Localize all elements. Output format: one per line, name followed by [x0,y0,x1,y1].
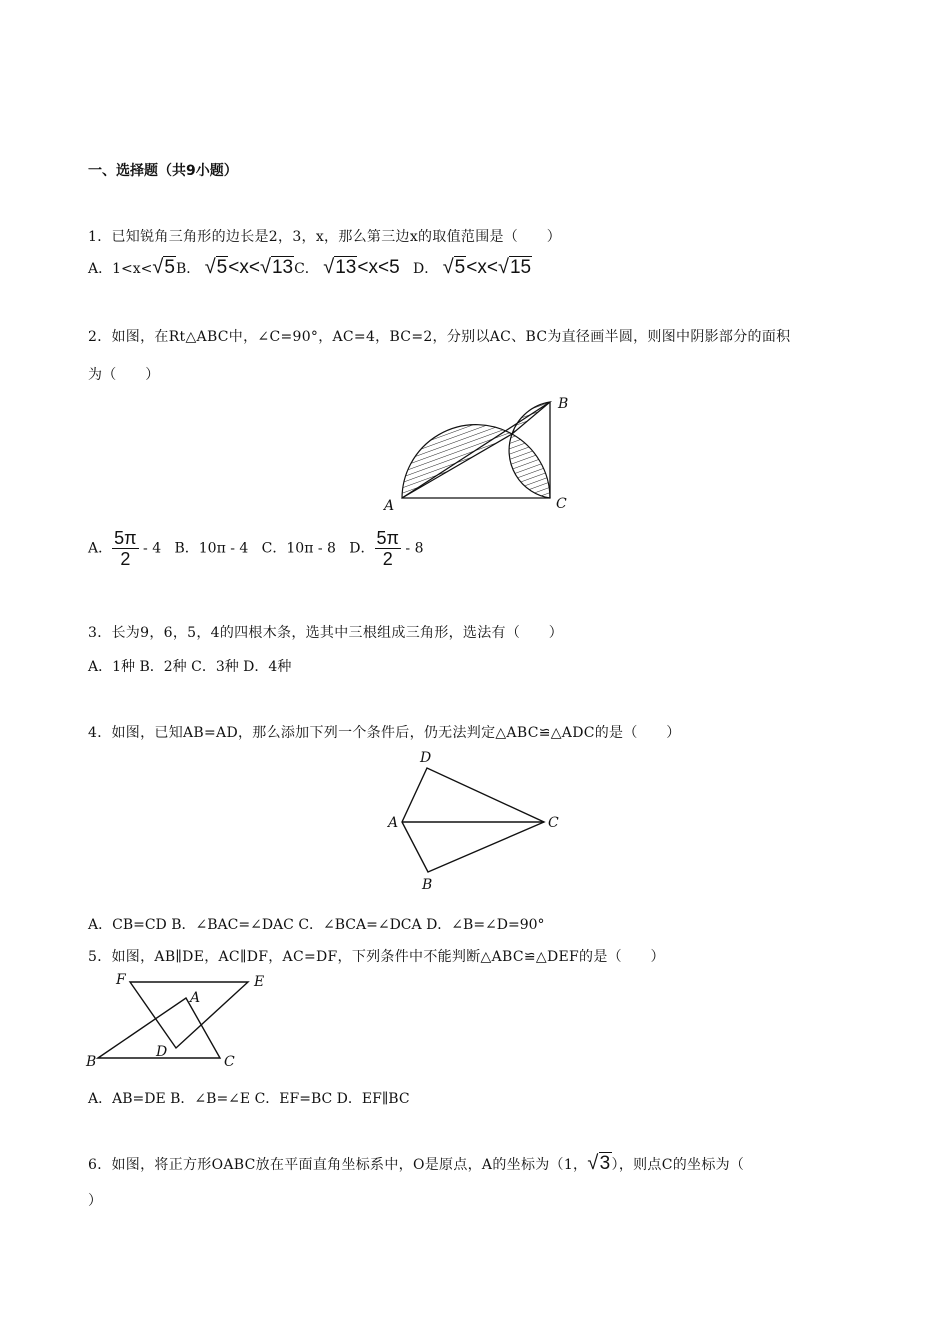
q2-option-a-fraction: $\frac{5\pi}{2}$ [114,528,137,569]
label-d: D [420,750,432,766]
question-1-options [88,256,532,279]
q2-option-d-tail: - 8 [405,540,424,557]
label-c: C [556,496,567,512]
q1-option-b-mid: <x< [228,257,260,278]
question-5-figure [82,970,282,1070]
question-4-options: A．CB=CD B．∠BAC=∠DAC C．∠BCA=∠DCA D．∠B=∠D=90° [88,917,545,933]
question-2-stem-line2: 为（ ） [88,367,160,383]
triangle-def [130,982,248,1048]
q1-option-d-root2: √15 [497,256,532,278]
q1-option-c-mid: <x<5 [357,257,400,278]
question-3-stem: 3．长为9，6，5，4的四根木条，选其中三根组成三角形，选法有（ ） [88,625,564,641]
question-3-options: A．1种 B．2种 C．3种 D．4种 [88,659,292,675]
question-6-stem [88,1152,744,1175]
question-2-options [88,528,424,569]
section-title: 一、选择题（共9小题） [88,163,238,179]
q1-option-d-mid: <x< [466,257,498,278]
q2-option-b: B．10π - 4 [174,540,249,557]
label-a: A [190,990,201,1006]
label-c: C [224,1054,235,1070]
label-c: C [548,815,559,831]
label-a: A [384,498,395,514]
q1-option-c-prefix: C． [294,261,319,277]
q1-option-b-root1: √5 [204,256,228,278]
label-f: F [116,972,126,988]
q1-option-d-root1: √5 [442,256,466,278]
q6-stem-pre: 6．如图，将正方形OABC放在平面直角坐标系中，O是原点，A的坐标为（1， [88,1157,588,1173]
shaded-region-right [509,434,550,498]
question-1-stem: 1．已知锐角三角形的边长是2，3，x，那么第三边x的取值范围是（ ） [88,229,562,245]
label-b: B [422,877,433,893]
q2-option-d-fraction: $\frac{5\pi}{2}$ [376,528,399,569]
question-5-options: A．AB=DE B．∠B=∠E C．EF=BC D．EF∥BC [88,1091,410,1107]
q6-stem-root: √3 [587,1152,611,1174]
label-d: D [156,1044,168,1060]
q2-option-a-tail: - 4 [143,540,162,557]
q2-option-a-label: A． [88,540,113,557]
label-b: B [86,1054,97,1070]
shaded-region-top [512,402,550,434]
q6-stem-post: ），则点C的坐标为（ [611,1157,745,1173]
q2-option-d-label: D． [349,540,375,557]
label-a: A [388,815,399,831]
question-5-stem: 5．如图，AB∥DE，AC∥DF，AC=DF，下列条件中不能判断△ABC≌△DEF的是（ ） [88,949,665,965]
quadrilateral-abcd [402,768,544,872]
label-e: E [254,974,265,990]
q1-option-b-root2: √13 [259,256,294,278]
q2-option-c: C．10π - 8 [261,540,336,557]
question-2-figure [378,390,578,515]
question-4-stem: 4．如图，已知AB=AD，那么添加下列一个条件后，仍无法判定△ABC≌△ADC的是（ ） [88,725,681,741]
label-b: B [558,396,569,412]
q1-option-b-prefix: B． [175,261,201,277]
q1-option-d-prefix: D． [413,261,439,277]
question-2-stem-line1: 2．如图，在Rt△ABC中，∠C=90°，AC=4，BC=2，分别以AC、BC为直径画半圆，则图中阴影部分的面积 [88,329,791,345]
question-6-stem-line2: ） [88,1193,103,1209]
q1-option-a-root: √5 [152,256,175,278]
question-4-figure [380,744,580,894]
q1-option-a-prefix: A．1<x< [88,261,153,277]
q1-option-c-root: √13 [323,256,357,278]
